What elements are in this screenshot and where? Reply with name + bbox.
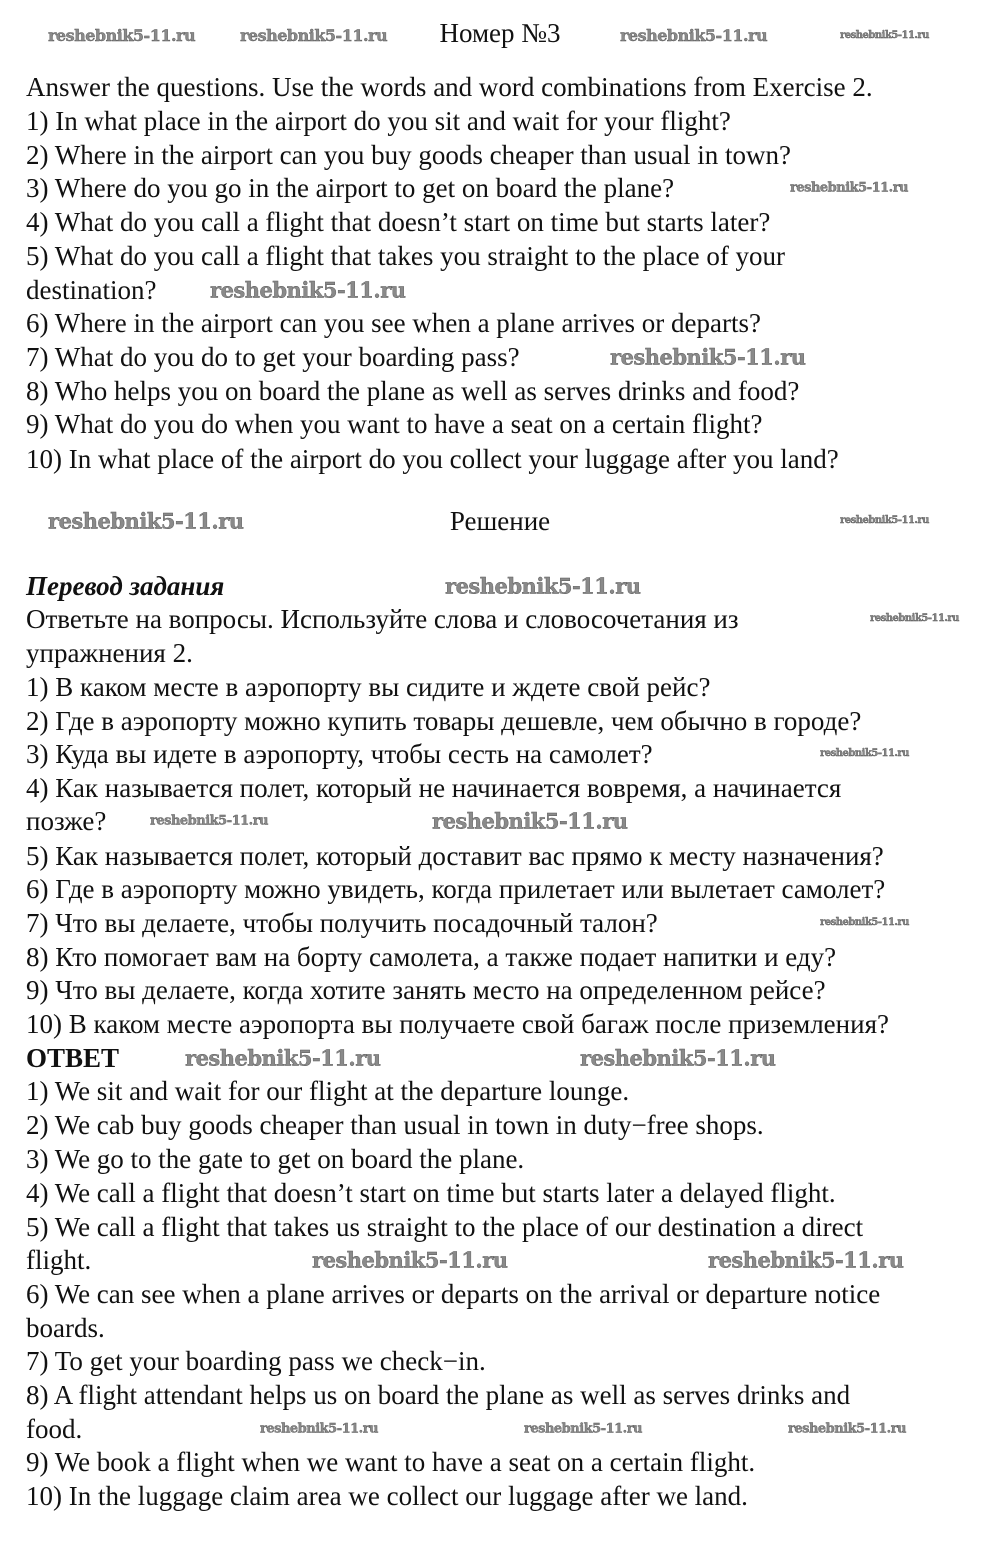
watermark: reshebnik5-11.ru (708, 1247, 904, 1273)
translation-line: 9) Что вы делаете, когда хотите занять место на определенном рейсе? (26, 975, 826, 1005)
watermark: reshebnik5-11.ru (210, 277, 406, 303)
task-line: destination? (26, 275, 157, 305)
watermark: reshebnik5-11.ru (260, 1421, 379, 1437)
answer-line: 5) We call a flight that takes us straight to the place of our destination a direct (26, 1212, 864, 1242)
answer-line: flight. (26, 1245, 92, 1275)
translation-line: 4) Как называется полет, который не начинается вовремя, а начинается (26, 773, 842, 803)
watermark: reshebnik5-11.ru (788, 1421, 907, 1437)
answer-line: 6) We can see when a plane arrives or departs on the arrival or departure notice (26, 1279, 881, 1309)
translation-line: 7) Что вы делаете, чтобы получить посадочный талон? (26, 908, 658, 938)
watermark: reshebnik5-11.ru (610, 344, 806, 370)
translation-line: 2) Где в аэропорту можно купить товары дешевле, чем обычно в городе? (26, 706, 862, 736)
watermark: reshebnik5-11.ru (524, 1421, 643, 1437)
task-line: 2) Where in the airport can you buy goods cheaper than usual in town? (26, 140, 792, 170)
watermark: reshebnik5-11.ru (445, 573, 641, 599)
solution-heading: Решение (449, 506, 551, 536)
page-title: Номер №3 (439, 18, 561, 48)
watermark: reshebnik5-11.ru (48, 26, 196, 45)
watermark: reshebnik5-11.ru (240, 26, 388, 45)
watermark: reshebnik5-11.ru (820, 748, 909, 759)
translation-line: позже? (26, 806, 107, 836)
watermark: reshebnik5-11.ru (312, 1247, 508, 1273)
task-line: 9) What do you do when you want to have a seat on a certain flight? (26, 409, 763, 439)
watermark: reshebnik5-11.ru (580, 1045, 776, 1071)
watermark: reshebnik5-11.ru (870, 613, 959, 624)
answer-line: 10) In the luggage claim area we collect our luggage after we land. (26, 1481, 748, 1511)
task-line: 5) What do you call a flight that takes you straight to the place of your (26, 241, 786, 271)
answer-line: food. (26, 1414, 83, 1444)
answer-heading: ОТВЕТ (26, 1043, 120, 1073)
translation-line: Ответьте на вопросы. Используйте слова и словосочетания из (26, 604, 739, 634)
answer-line: 7) To get your boarding pass we check−in. (26, 1346, 486, 1376)
translation-line: 8) Кто помогает вам на борту самолета, а также подает напитки и еду? (26, 942, 837, 972)
watermark: reshebnik5-11.ru (840, 30, 929, 41)
translation-line: упражнения 2. (26, 638, 193, 668)
translation-heading: Перевод задания (26, 571, 225, 601)
answer-line: 1) We sit and wait for our flight at the departure lounge. (26, 1076, 630, 1106)
task-line: 3) Where do you go in the airport to get on board the plane? (26, 173, 675, 203)
task-line: 1) In what place in the airport do you sit and wait for your flight? (26, 106, 731, 136)
answer-line: 8) A flight attendant helps us on board the plane as well as serves drinks and (26, 1380, 851, 1410)
watermark: reshebnik5-11.ru (840, 515, 929, 526)
task-line: 8) Who helps you on board the plane as well as serves drinks and food? (26, 376, 800, 406)
translation-line: 10) В каком месте аэропорта вы получаете свой багаж после приземления? (26, 1009, 889, 1039)
task-line: 7) What do you do to get your boarding pass? (26, 342, 520, 372)
watermark: reshebnik5-11.ru (185, 1045, 381, 1071)
translation-line: 3) Куда вы идете в аэропорту, чтобы сесть на самолет? (26, 739, 653, 769)
watermark: reshebnik5-11.ru (820, 917, 909, 928)
answer-line: boards. (26, 1313, 105, 1343)
answer-line: 4) We call a flight that doesn’t start on time but starts later a delayed flight. (26, 1178, 836, 1208)
task-line: 4) What do you call a flight that doesn’t start on time but starts later? (26, 207, 771, 237)
watermark: reshebnik5-11.ru (150, 813, 269, 829)
answer-line: 3) We go to the gate to get on board the plane. (26, 1144, 525, 1174)
watermark: reshebnik5-11.ru (432, 808, 628, 834)
task-line: 10) In what place of the airport do you collect your luggage after you land? (26, 444, 839, 474)
watermark: reshebnik5-11.ru (620, 26, 768, 45)
watermark: reshebnik5-11.ru (790, 180, 909, 196)
translation-line: 1) В каком месте в аэропорту вы сидите и ждете свой рейс? (26, 672, 711, 702)
answer-line: 2) We cab buy goods cheaper than usual in town in duty−free shops. (26, 1110, 764, 1140)
translation-line: 6) Где в аэропорту можно увидеть, когда прилетает или вылетает самолет? (26, 874, 886, 904)
task-line: 6) Where in the airport can you see when a plane arrives or departs? (26, 308, 761, 338)
task-intro: Answer the questions. Use the words and word combinations from Exercise 2. (26, 72, 873, 102)
answer-line: 9) We book a flight when we want to have a seat on a certain flight. (26, 1447, 756, 1477)
watermark: reshebnik5-11.ru (48, 508, 244, 534)
translation-line: 5) Как называется полет, который доставит вас прямо к месту назначения? (26, 841, 884, 871)
